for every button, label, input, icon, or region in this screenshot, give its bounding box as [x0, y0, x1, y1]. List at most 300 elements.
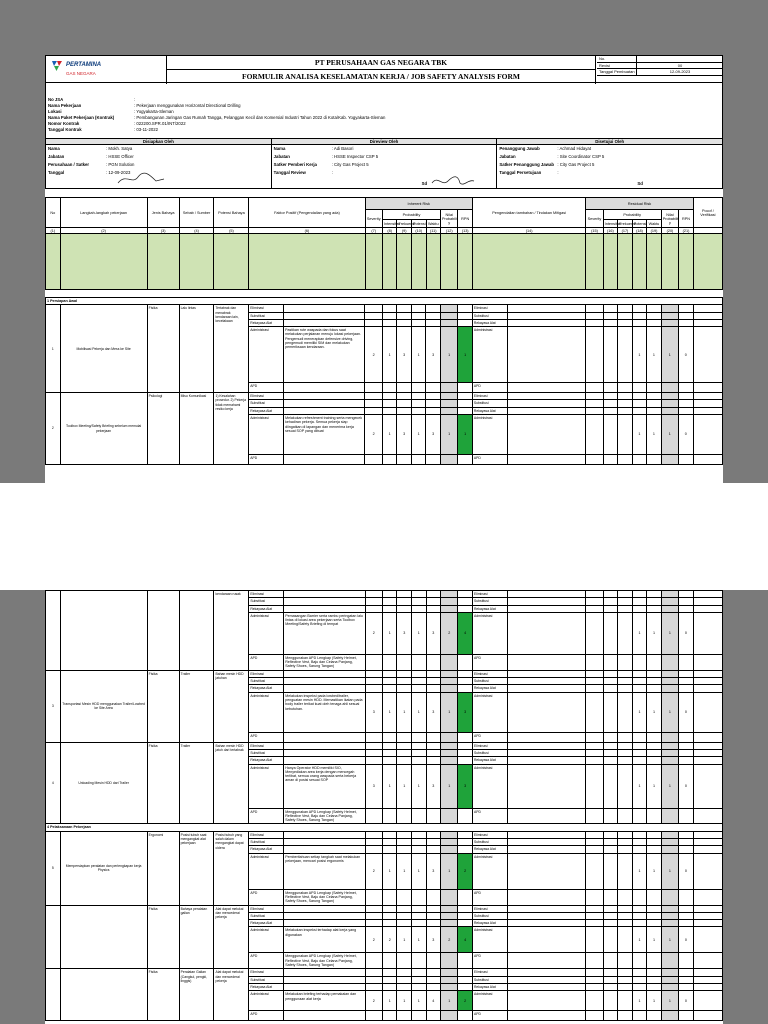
- res-empty: [603, 889, 618, 905]
- residual-text: [507, 612, 585, 654]
- section-row: [46, 824, 723, 831]
- res-empty: [647, 976, 662, 983]
- risk-p1: 1: [382, 853, 397, 889]
- risk-empty: [458, 305, 473, 312]
- risk-empty: [365, 670, 382, 677]
- risk-empty: [412, 670, 427, 677]
- res-empty: [603, 312, 618, 319]
- risk-empty: [365, 742, 382, 749]
- column-number: (4): [179, 228, 214, 234]
- res-empty: [618, 831, 633, 838]
- risk-empty: [426, 591, 441, 598]
- risk-empty: [426, 839, 441, 846]
- mitigation-apd: Menggunakan APD Lengkap (Safety Helmet, Reflective Vest, Baju dan Celana Panjang, Safety Shoes, Sarung Tangan): [284, 889, 365, 905]
- document-meta: [597, 56, 723, 83]
- mitigation-empty: [284, 305, 365, 312]
- cell-sebab: Trailer: [179, 670, 214, 742]
- risk-p3: 1: [412, 991, 427, 1011]
- risk-empty: [365, 1011, 382, 1021]
- risk-empty: [426, 598, 441, 605]
- guidance-cell: [458, 234, 473, 290]
- cell-step: [60, 591, 147, 671]
- signoff-row: [497, 145, 722, 153]
- res-empty: [661, 969, 678, 976]
- risk-rpn: 4: [458, 612, 473, 654]
- residual-prob: 1: [647, 612, 662, 654]
- risk-empty: [382, 905, 397, 912]
- cell-step: Mempersiapkan peralatan dan perlengkapan kerja Physics: [60, 831, 147, 905]
- risk-empty: [365, 598, 382, 605]
- section-row: [46, 298, 723, 305]
- risk-p4: 3: [426, 692, 441, 732]
- res-empty: [603, 927, 618, 953]
- risk-empty: [426, 976, 441, 983]
- signoff-label: Satker Penanggung Jawab: [499, 162, 555, 167]
- residual-text: [507, 415, 585, 455]
- res-empty: [618, 1011, 633, 1021]
- res-empty: [647, 749, 662, 756]
- mitigation-empty: [284, 455, 365, 465]
- risk-empty: [458, 312, 473, 319]
- risk-empty: [441, 983, 458, 990]
- risk-empty: [412, 905, 427, 912]
- risk-empty: [365, 969, 382, 976]
- residual-rpn: 0: [679, 764, 694, 808]
- column-number: (8): [382, 228, 397, 234]
- cell-jenis: Fisika: [147, 670, 179, 742]
- res-empty: [618, 920, 633, 927]
- meta-value: 12-09-2023: [669, 69, 691, 75]
- residual-severity: 1: [632, 612, 647, 654]
- residual-text: [507, 319, 585, 326]
- risk-empty: [412, 808, 427, 824]
- residual-prob: 1: [647, 927, 662, 953]
- risk-empty: [412, 742, 427, 749]
- pocof-cell: [693, 407, 722, 414]
- risk-empty: [382, 969, 397, 976]
- risk-empty: [365, 407, 382, 414]
- res-empty: [661, 605, 678, 612]
- res-empty: [586, 678, 603, 685]
- table-row: [46, 831, 723, 838]
- cell-no: 2: [46, 393, 61, 465]
- residual-rpn: 0: [679, 853, 694, 889]
- control-label: Substitusi: [249, 400, 284, 407]
- mitigation-empty: [284, 905, 365, 912]
- mitigation-empty: [284, 831, 365, 838]
- res-empty: [586, 685, 603, 692]
- risk-empty: [365, 749, 382, 756]
- mitigation-empty: [284, 749, 365, 756]
- risk-p4: 3: [426, 853, 441, 889]
- cell-step: Transportasi Mesin HDD menggunakan Trailer/Lowbed ke Site Area: [60, 670, 147, 742]
- residual-control-label: Administrasi: [472, 991, 507, 1011]
- risk-empty: [440, 319, 457, 326]
- res-empty: [603, 912, 618, 919]
- mitigation-empty: [284, 912, 365, 919]
- residual-control-label: APD: [472, 455, 507, 465]
- risk-empty: [397, 742, 412, 749]
- risk-empty: [397, 670, 412, 677]
- risk-empty: [440, 383, 457, 393]
- control-label: Rekayasa Alat: [249, 757, 284, 764]
- control-label: Administrasi: [249, 612, 284, 654]
- residual-severity: 1: [632, 991, 647, 1011]
- cell-step: Toolbox Meeting/Safety Briefing sebelum memulai pekerjaan: [60, 393, 147, 465]
- risk-p1: 1: [382, 764, 397, 808]
- res-empty: [618, 927, 633, 953]
- pocof-cell: [693, 678, 722, 685]
- mitigation-empty: [284, 1011, 365, 1021]
- risk-empty: [441, 742, 458, 749]
- res-empty: [618, 312, 633, 319]
- risk-empty: [441, 839, 458, 846]
- res-empty: [586, 312, 603, 319]
- residual-control-label: Administrasi: [472, 415, 507, 455]
- risk-rpn: 1: [458, 327, 473, 383]
- col-frekuensi: Frekuensi: [398, 221, 416, 226]
- column-number: (7): [365, 228, 382, 234]
- risk-empty: [458, 732, 473, 742]
- res-empty: [632, 654, 647, 670]
- res-empty: [586, 764, 603, 808]
- pocof-cell: [693, 670, 722, 677]
- col-severity: Severity: [365, 210, 382, 228]
- risk-empty: [426, 455, 441, 465]
- mitigation-empty: [284, 757, 365, 764]
- cell-sebab: Lalu lintas: [179, 305, 214, 393]
- residual-rpn: 0: [679, 612, 694, 654]
- risk-p3: 1: [412, 692, 427, 732]
- residual-text: [507, 927, 585, 953]
- res-empty: [618, 912, 633, 919]
- res-empty: [647, 983, 662, 990]
- mitigation-empty: [284, 742, 365, 749]
- res-empty: [632, 400, 647, 407]
- residual-text: [507, 393, 585, 400]
- pocof-cell: [693, 605, 722, 612]
- res-empty: [603, 400, 618, 407]
- risk-empty: [397, 846, 412, 853]
- cell-step: Mobilisasi Pekerja dan Mess ke Site: [60, 305, 147, 393]
- signoff-value: : PGN Solution: [106, 162, 135, 167]
- residual-text: [507, 383, 585, 393]
- mitigation-empty: [284, 598, 365, 605]
- risk-rpn: 1: [458, 415, 473, 455]
- residual-severity: 1: [632, 764, 647, 808]
- guidance-cell: [397, 234, 412, 290]
- risk-empty: [397, 591, 412, 598]
- res-empty: [661, 749, 678, 756]
- res-empty: [632, 953, 647, 969]
- cell-sebab: Peralatan Galian (Cangkul, pengki, linggis): [179, 969, 214, 1021]
- risk-n: 1: [440, 415, 457, 455]
- risk-empty: [365, 591, 382, 598]
- risk-p1: 1: [382, 692, 397, 732]
- res-empty: [632, 312, 647, 319]
- risk-empty: [397, 685, 412, 692]
- res-empty: [647, 839, 662, 846]
- col-res-waktu: Waktu: [648, 221, 660, 226]
- res-empty: [661, 305, 678, 312]
- res-empty: [632, 808, 647, 824]
- res-empty: [679, 808, 694, 824]
- res-empty: [661, 905, 678, 912]
- mitigation-apd: Menggunakan APD Lengkap (Safety Helmet, Reflective Vest, Baju dan Celana Panjang, Safety Shoes, Sarung Tangan): [284, 654, 365, 670]
- risk-empty: [365, 983, 382, 990]
- residual-text: [507, 983, 585, 990]
- pocof-cell: [693, 757, 722, 764]
- res-empty: [586, 853, 603, 889]
- mitigation-empty: [284, 407, 365, 414]
- residual-text: [507, 953, 585, 969]
- residual-control-label: Eliminasi: [472, 670, 507, 677]
- residual-prob: 1: [647, 415, 662, 455]
- res-empty: [603, 905, 618, 912]
- res-empty: [679, 598, 694, 605]
- risk-p4: 3: [426, 327, 441, 383]
- res-empty: [618, 407, 633, 414]
- risk-empty: [397, 654, 412, 670]
- risk-empty: [426, 319, 441, 326]
- risk-empty: [440, 305, 457, 312]
- res-empty: [647, 383, 662, 393]
- guidance-cell: [661, 234, 678, 290]
- risk-empty: [426, 685, 441, 692]
- risk-s: 2: [365, 415, 382, 455]
- res-empty: [603, 591, 618, 598]
- col-jenis: Jenis Bahaya: [147, 198, 179, 228]
- risk-empty: [365, 912, 382, 919]
- risk-empty: [441, 808, 458, 824]
- risk-empty: [412, 969, 427, 976]
- res-empty: [632, 969, 647, 976]
- res-empty: [679, 400, 694, 407]
- res-empty: [618, 393, 633, 400]
- res-empty: [586, 327, 603, 383]
- res-empty: [618, 991, 633, 1011]
- risk-empty: [397, 905, 412, 912]
- risk-empty: [397, 757, 412, 764]
- control-label: Administrasi: [249, 853, 284, 889]
- res-empty: [603, 846, 618, 853]
- res-empty: [679, 749, 694, 756]
- risk-empty: [382, 889, 397, 905]
- cell-sebab: Trailer: [179, 742, 214, 824]
- risk-p4: 3: [426, 612, 441, 654]
- signoff-value: : Mokh. Satya: [106, 146, 133, 151]
- risk-empty: [426, 383, 441, 393]
- pocof-cell: [693, 991, 722, 1011]
- risk-empty: [365, 654, 382, 670]
- risk-empty: [441, 678, 458, 685]
- risk-n: 2: [441, 612, 458, 654]
- res-empty: [679, 678, 694, 685]
- mitigation-empty: [284, 920, 365, 927]
- risk-n: 1: [441, 764, 458, 808]
- res-empty: [586, 591, 603, 598]
- signoff-label: Jabatan: [499, 154, 516, 159]
- res-empty: [661, 319, 678, 326]
- res-empty: [586, 927, 603, 953]
- pertamina-logo: [50, 59, 110, 81]
- risk-rpn: 4: [458, 927, 473, 953]
- risk-empty: [382, 407, 397, 414]
- res-empty: [603, 808, 618, 824]
- risk-empty: [412, 598, 427, 605]
- guidance-cell: [411, 234, 426, 290]
- residual-severity: 1: [632, 327, 647, 383]
- risk-p2: 3: [397, 415, 412, 455]
- risk-empty: [382, 757, 397, 764]
- mitigation-text: Melakukan inspeksi terhadap alat kerja yang digunakan: [284, 927, 365, 953]
- cell-no: [46, 905, 61, 969]
- risk-empty: [441, 912, 458, 919]
- risk-s: 3: [365, 692, 382, 732]
- cell-jenis: [147, 591, 179, 671]
- column-number: (11): [426, 228, 441, 234]
- cell-potensi: Bahan mesin HDD jatuh dari tertabrak: [214, 742, 249, 824]
- risk-p3: 1: [412, 764, 427, 808]
- risk-empty: [458, 685, 473, 692]
- residual-text: [507, 749, 585, 756]
- res-empty: [679, 757, 694, 764]
- res-empty: [618, 654, 633, 670]
- res-empty: [603, 953, 618, 969]
- control-label: Eliminasi: [249, 905, 284, 912]
- control-label: Eliminasi: [249, 742, 284, 749]
- residual-text: [507, 976, 585, 983]
- res-empty: [603, 839, 618, 846]
- mitigation-empty: [284, 319, 365, 326]
- column-number: (16): [603, 228, 618, 234]
- info-label: Tanggal Kontrak: [48, 127, 82, 132]
- risk-empty: [365, 905, 382, 912]
- residual-control-label: Eliminasi: [472, 305, 507, 312]
- res-empty: [661, 846, 678, 853]
- risk-empty: [426, 393, 441, 400]
- residual-text: [507, 312, 585, 319]
- mitigation-empty: [284, 732, 365, 742]
- res-empty: [586, 305, 603, 312]
- residual-control-label: APD: [472, 383, 507, 393]
- res-empty: [603, 685, 618, 692]
- risk-empty: [441, 598, 458, 605]
- risk-empty: [441, 605, 458, 612]
- signoff-block: [45, 139, 723, 189]
- res-empty: [603, 678, 618, 685]
- risk-empty: [426, 400, 441, 407]
- control-label: Substitusi: [249, 598, 284, 605]
- res-empty: [661, 912, 678, 919]
- risk-empty: [441, 969, 458, 976]
- residual-text: [507, 853, 585, 889]
- guidance-cell: [46, 234, 61, 290]
- residual-rpn: 0: [679, 327, 694, 383]
- residual-nilai: 1: [661, 853, 678, 889]
- res-empty: [679, 920, 694, 927]
- residual-control-label: Eliminasi: [472, 905, 507, 912]
- cell-sebab: Misu Komunikasi: [179, 393, 214, 465]
- column-number: (2): [60, 228, 147, 234]
- pocof-cell: [693, 1011, 722, 1021]
- risk-empty: [458, 654, 473, 670]
- mitigation-empty: [284, 846, 365, 853]
- residual-text: [507, 831, 585, 838]
- residual-control-label: Rekayasa Alat: [472, 407, 507, 414]
- res-empty: [647, 808, 662, 824]
- res-empty: [618, 983, 633, 990]
- residual-control-label: Administrasi: [472, 927, 507, 953]
- risk-empty: [397, 831, 412, 838]
- mitigation-text: Melakukan briefing terhadap pemakaian dan penggunaan alat kerja: [284, 991, 365, 1011]
- pocof-cell: [693, 927, 722, 953]
- residual-control-label: Substitusi: [472, 976, 507, 983]
- res-empty: [661, 976, 678, 983]
- risk-empty: [411, 400, 426, 407]
- guidance-cell: [632, 234, 647, 290]
- risk-p1: 1: [382, 612, 397, 654]
- risk-empty: [382, 455, 397, 465]
- signoff-label: Penanggung Jawab: [499, 146, 540, 151]
- pocof-cell: [693, 305, 722, 312]
- pocof-cell: [693, 732, 722, 742]
- risk-empty: [426, 920, 441, 927]
- res-empty: [618, 319, 633, 326]
- residual-nilai: 1: [661, 764, 678, 808]
- column-number: (5): [214, 228, 249, 234]
- residual-text: [507, 407, 585, 414]
- risk-empty: [412, 591, 427, 598]
- risk-empty: [382, 976, 397, 983]
- res-empty: [661, 312, 678, 319]
- risk-empty: [382, 383, 397, 393]
- pocof-cell: [693, 400, 722, 407]
- cell-potensi: Posisi tubuh yang salah dalam mengangkat dapat cidera: [214, 831, 249, 905]
- risk-empty: [426, 983, 441, 990]
- prepared-by: [46, 139, 272, 188]
- risk-empty: [397, 598, 412, 605]
- risk-empty: [397, 319, 412, 326]
- res-empty: [661, 393, 678, 400]
- mitigation-apd: Menggunakan APD Lengkap (Safety Helmet, Reflective Vest, Baju dan Celana Panjang, Safety Shoes, Sarung Tangan): [284, 808, 365, 824]
- signoff-row: [46, 153, 271, 161]
- residual-text: [507, 670, 585, 677]
- pocof-cell: [693, 415, 722, 455]
- res-empty: [603, 969, 618, 976]
- risk-empty: [382, 953, 397, 969]
- guidance-cell: [249, 234, 365, 290]
- res-empty: [603, 831, 618, 838]
- risk-p4: 3: [426, 415, 441, 455]
- pocof-cell: [693, 455, 722, 465]
- control-label: Substitusi: [249, 678, 284, 685]
- res-empty: [661, 1011, 678, 1021]
- res-empty: [661, 685, 678, 692]
- res-empty: [586, 732, 603, 742]
- risk-empty: [412, 831, 427, 838]
- res-empty: [647, 831, 662, 838]
- res-empty: [679, 393, 694, 400]
- column-number: (17): [618, 228, 633, 234]
- meta-value: 00: [677, 62, 683, 68]
- signoff-label: Tanggal Persetujuan: [499, 170, 542, 175]
- approved-by: [497, 139, 722, 188]
- prepared-title: Disiapkan Oleh: [46, 139, 271, 145]
- residual-prob: 1: [647, 991, 662, 1011]
- residual-nilai: 1: [661, 612, 678, 654]
- col-res-intensitas: Intensitas: [604, 221, 621, 226]
